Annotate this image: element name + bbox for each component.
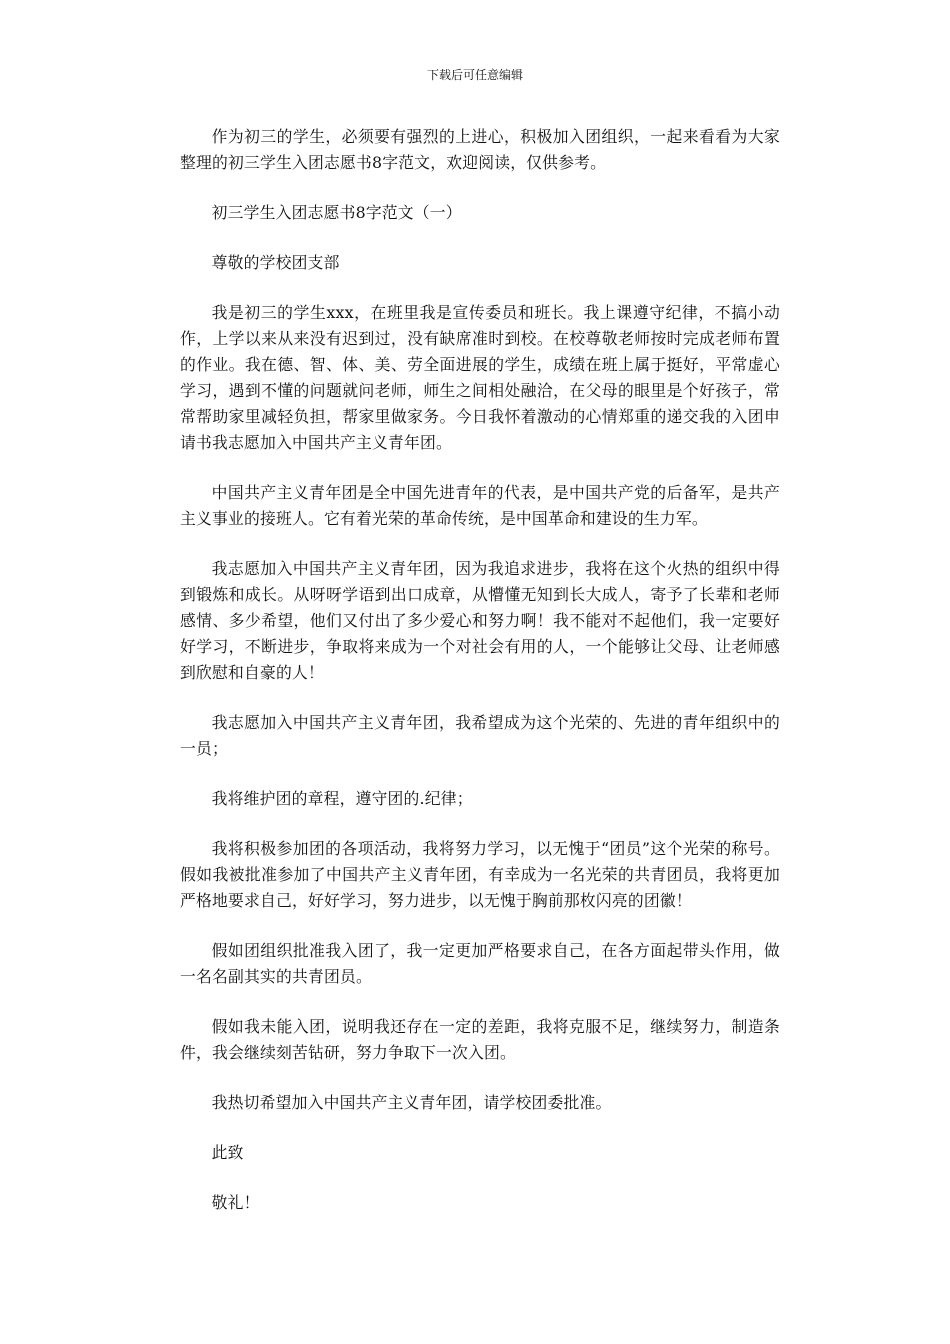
intro-paragraph: 作为初三的学生，必须要有强烈的上进心，积极加入团组织，一起来看看为大家整理的初三学生入团志愿书8字范文，欢迎阅读，仅供参考。: [180, 127, 780, 172]
header-note: 下载后可任意编辑: [426, 68, 523, 82]
body-paragraph: 我将积极参加团的各项活动，我将努力学习，以无愧于“团员”这个光荣的称号。假如我被批准参加了中国共产主义青年团，有幸成为一名光荣的共青团员，我将更加严格地要求自己，好好学习，努力进步，以无愧于胸前那枚闪亮的团徽！: [180, 839, 780, 910]
closing-cizhi: 此致: [211, 1143, 244, 1162]
body-paragraph: 我志愿加入中国共产主义青年团，因为我追求进步，我将在这个火热的组织中得到锻炼和成长。从呀呀学语到出口成章，从懵懂无知到长大成人，寄予了长辈和老师感情、多少希望，他们又付出了多少爱心和努力啊！我不能对不起他们，我一定要好好学习，不断进步，争取将来成为一个对社会有用的人，一个能够让父母、让老师感到欣慰和自豪的人！: [180, 559, 780, 682]
body-paragraph: 我志愿加入中国共产主义青年团，我希望成为这个光荣的、先进的青年组织中的一员；: [180, 713, 780, 758]
body-paragraph: 中国共产主义青年团是全中国先进青年的代表，是中国共产党的后备军，是共产主义事业的接班人。它有着光荣的革命传统，是中国革命和建设的生力军。: [180, 483, 780, 528]
body-paragraph: 假如我未能入团，说明我还存在一定的差距，我将克服不足，继续努力，制造条件，我会继续刻苦钻研，努力争取下一次入团。: [180, 1017, 780, 1062]
body-paragraph: 假如团组织批准我入团了，我一定更加严格要求自己，在各方面起带头作用，做一名名副其实的共青团员。: [180, 941, 780, 986]
document-body: [180, 124, 780, 1240]
salutation: 尊敬的学校团支部: [211, 253, 340, 272]
body-paragraph: 我将维护团的章程，遵守团的.纪律；: [211, 789, 473, 808]
closing-jingli: 敬礼！: [211, 1193, 260, 1212]
section-title: 初三学生入团志愿书8字范文（一）: [211, 203, 462, 222]
body-paragraph: 我热切希望加入中国共产主义青年团，请学校团委批准。: [211, 1093, 612, 1112]
body-paragraph: 我是初三的学生xxx，在班里我是宣传委员和班长。我上课遵守纪律，不搞小动作，上学以来从来没有迟到过，没有缺席准时到校。在校尊敬老师按时完成老师布置的作业。我在德、智、体、美、劳全面进展的学生，成绩在班上属于挺好，平常虚心学习，遇到不懂的问题就问老师，师生之间相处融洽，在父母的眼里是个好孩子，常常帮助家里减轻负担，帮家里做家务。今日我怀着激动的心情郑重的递交我的入团申请书我志愿加入中国共产主义青年团。: [180, 303, 780, 452]
